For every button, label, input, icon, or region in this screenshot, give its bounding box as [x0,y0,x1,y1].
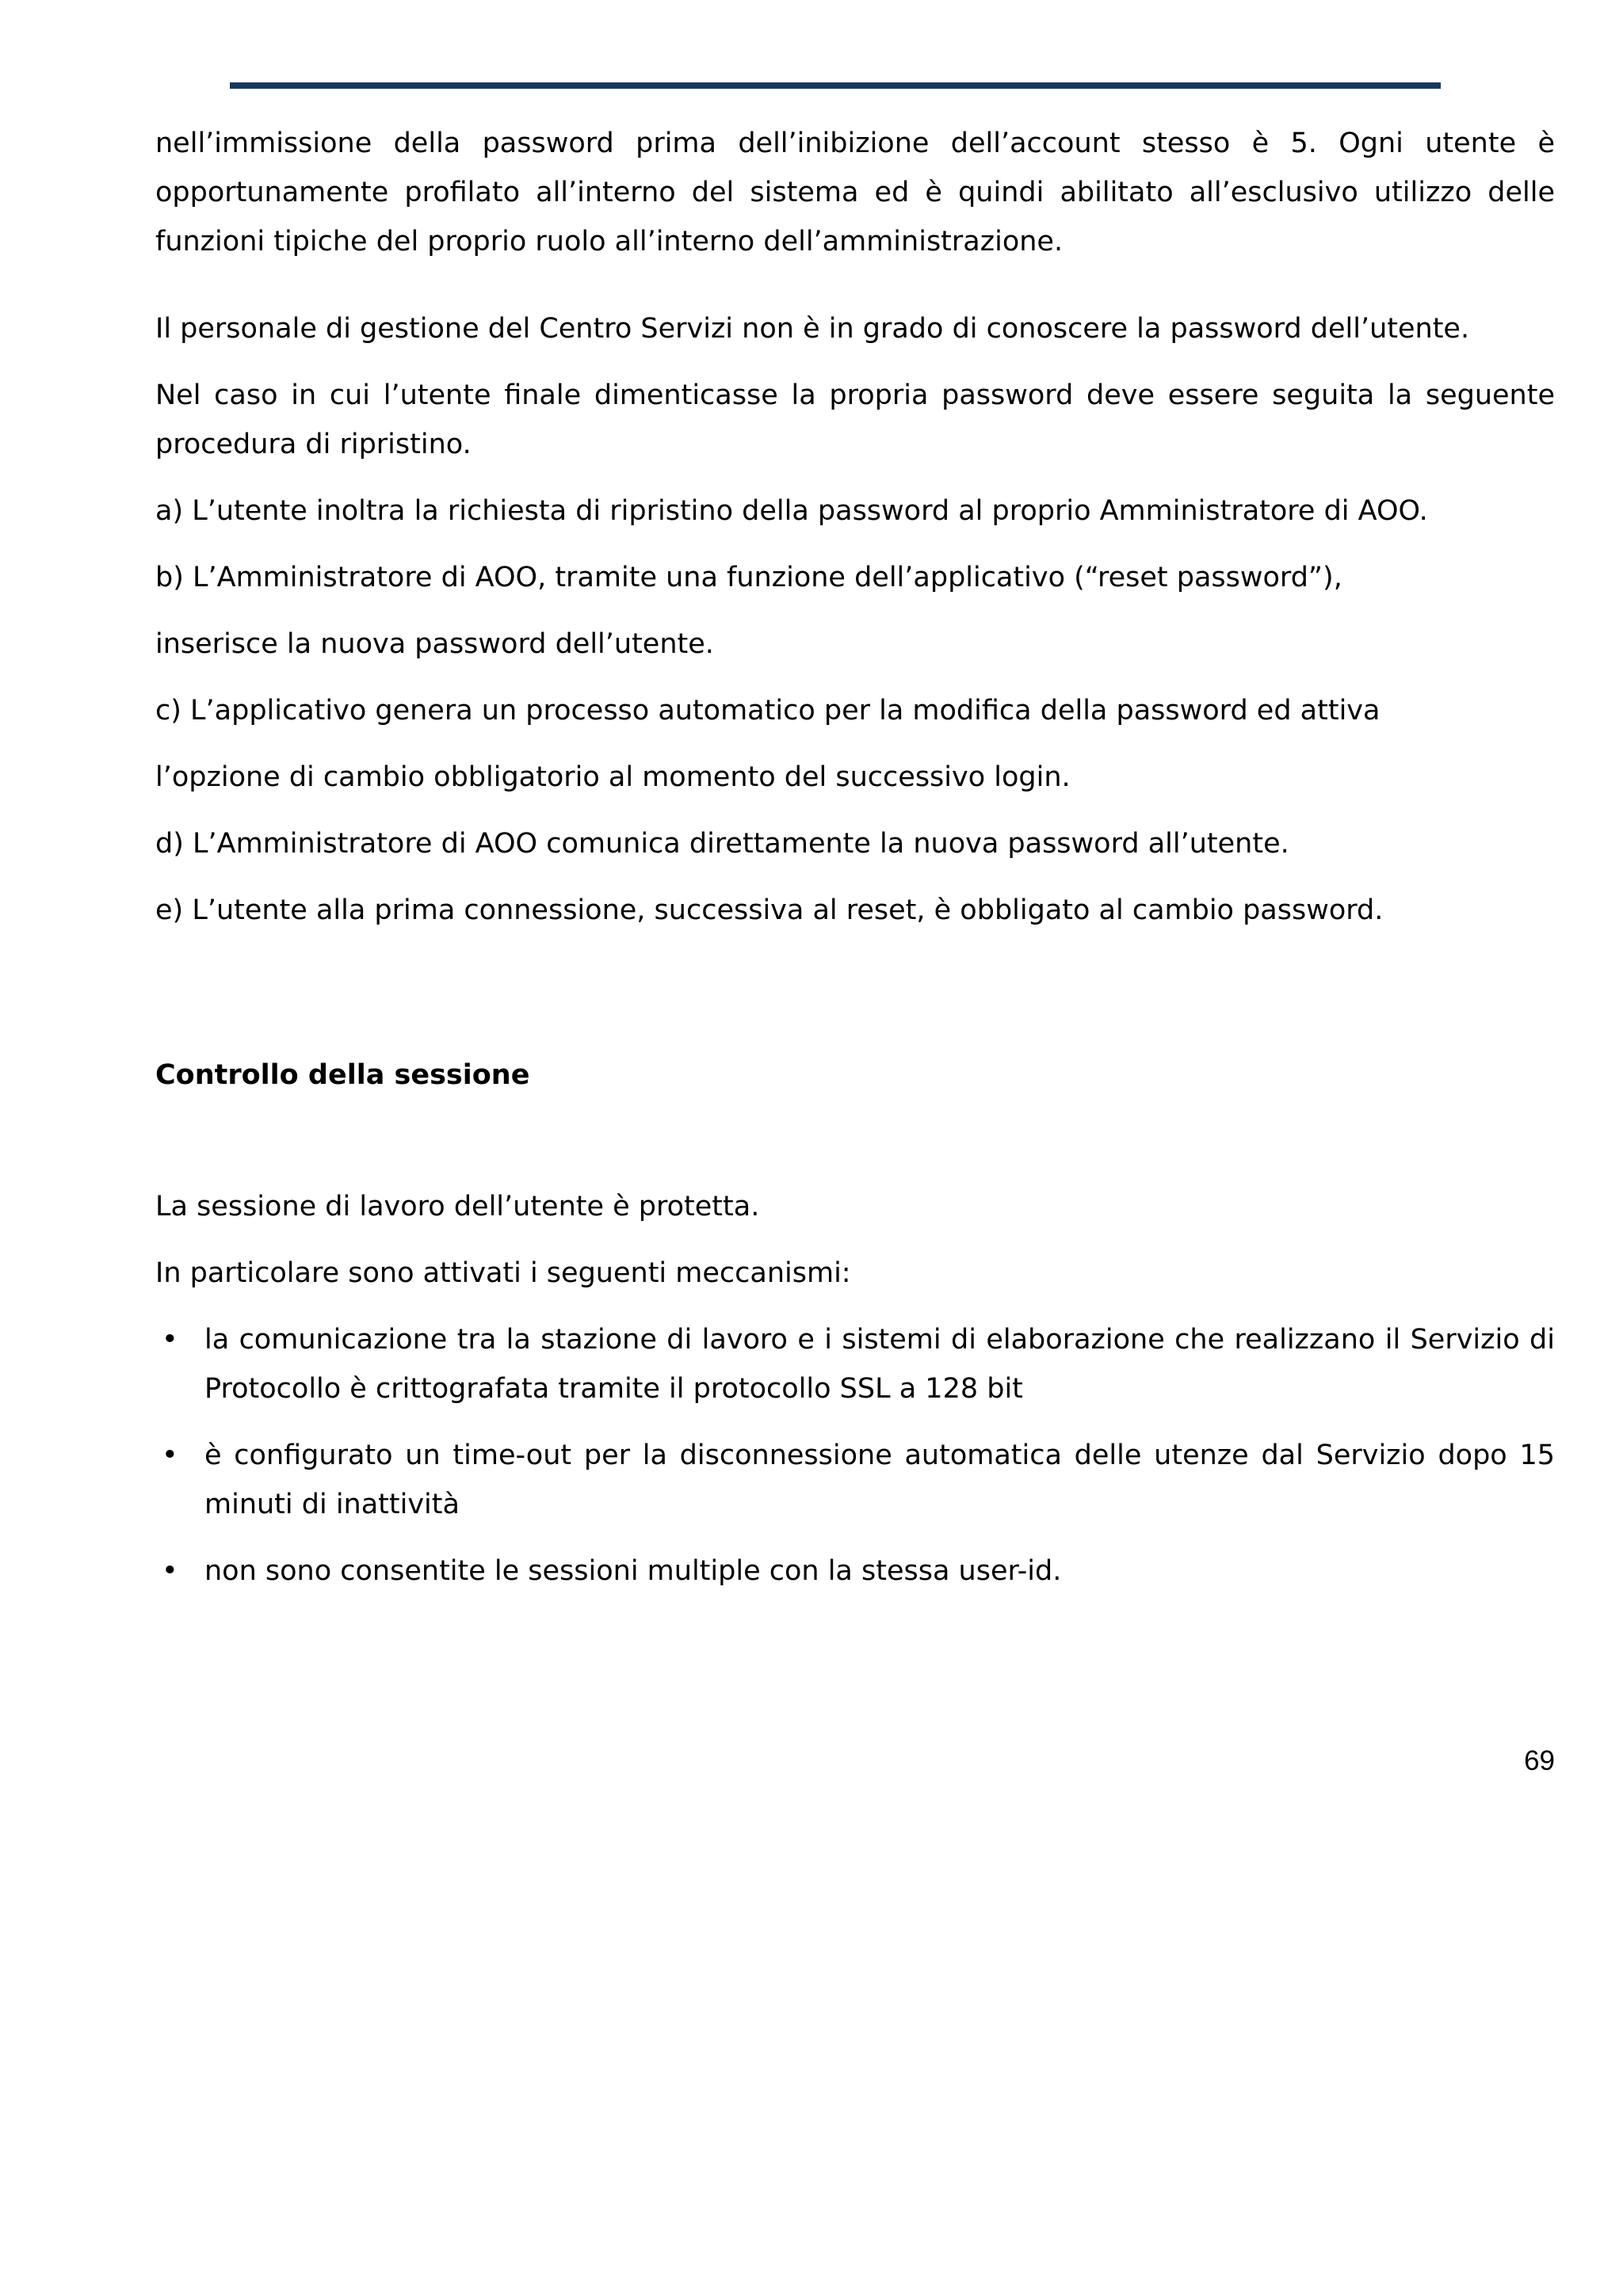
intro-paragraph: nell’immissione della password prima dell’inibizione dell’account stesso è 5. Ogni utente è opportunamente profilato all’interno del sistema ed è quindi abilitato all’esclusivo utilizzo delle funzioni tipiche del proprio ruolo all’interno dell’amministrazione. [155,128,1555,257]
document-body [155,119,1555,1596]
list-item-text: è configurato un time-out per la disconnessione automatica delle utenze dal Servizio dopo 15 minuti di inattività [204,1440,1555,1520]
bullet-icon: • [162,1440,178,1471]
header-rule [230,82,1441,89]
session-paragraph: La sessione di lavoro dell’utente è protetta. [155,1191,760,1222]
list-item [155,1547,1555,1596]
bullet-icon: • [162,1555,178,1587]
mechanisms-list [155,1315,1555,1596]
bullet-icon: • [162,1324,178,1356]
list-item-text: la comunicazione tra la stazione di lavoro e i sistemi di elaborazione che realizzano il Servizio di Protocollo è crittografata tramite il protocollo SSL a 128 bit [204,1324,1555,1405]
procedure-step-b: b) L’Amministratore di AOO, tramite una funzione dell’applicativo (“reset password”), [155,562,1342,593]
mechanisms-intro: In particolare sono attivati i seguenti meccanismi: [155,1257,851,1289]
list-item [155,1315,1555,1413]
list-item [155,1431,1555,1529]
procedure-step-a: a) L’utente inoltra la richiesta di ripristino della password al proprio Amministratore di AOO. [155,495,1428,527]
procedure-intro-paragraph: Nel caso in cui l’utente finale dimenticasse la propria password deve essere seguita la seguente procedura di ripristino. [155,379,1555,460]
staff-paragraph: Il personale di gestione del Centro Servizi non è in grado di conoscere la password dell’utente. [155,313,1470,345]
list-item-text: non sono consentite le sessioni multiple con la stessa user-id. [204,1555,1062,1587]
procedure-step-c-continued: l’opzione di cambio obbligatorio al momento del successivo login. [155,761,1071,793]
section-heading: Controllo della sessione [155,1059,530,1091]
procedure-step-c: c) L’applicativo genera un processo automatico per la modifica della password ed attiva [155,695,1381,727]
page-number: 69 [1524,1745,1555,1776]
procedure-step-b-continued: inserisce la nuova password dell’utente. [155,628,714,660]
procedure-step-d: d) L’Amministratore di AOO comunica direttamente la nuova password all’utente. [155,828,1289,860]
procedure-step-e: e) L’utente alla prima connessione, successiva al reset, è obbligato al cambio password. [155,894,1384,926]
